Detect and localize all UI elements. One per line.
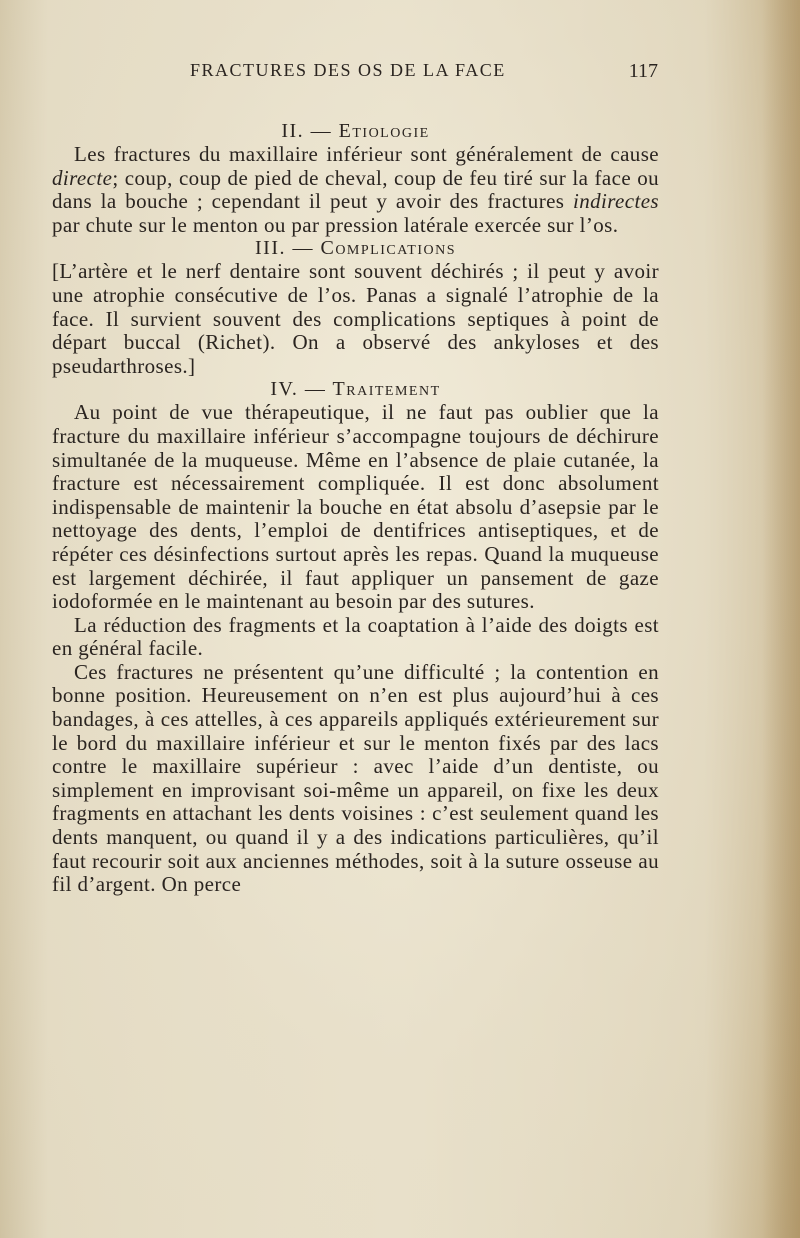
section-heading-etiologie: II. — Etiologie xyxy=(281,120,430,142)
etiologie-italic-directe: directe xyxy=(52,165,113,190)
etiologie-text-2: ; coup, coup de pied de cheval, coup de feu tiré sur la face ou dans la bouche ; cependant il peut y avoir des fractures xyxy=(52,165,659,214)
paragraph-traitement-1: Au point de vue thérapeutique, il ne faut pas oublier que la fracture du maxillaire inférieur s’accompagne toujours de déchirure simultanée de la muqueuse. Même en l’absence de plaie cutanée, la fracture est nécessairement compliquée. Il est donc absolument indispensable de maintenir la bouche en état absolu d’asepsie par le nettoyage des dents, l’emploi de dentifrices antiseptiques, et de répéter ces désinfections surtout après les repas. Quand la muqueuse est largement déchirée, il faut appliquer un pansement de gaze iodoformée en le maintenant au besoin par des sutures. xyxy=(52,400,659,614)
running-title: FRACTURES DES OS DE LA FACE xyxy=(190,60,506,80)
etiologie-italic-indirectes: indirectes xyxy=(572,189,659,214)
section-heading-traitement: IV. — Traitement xyxy=(270,378,441,401)
paragraph-traitement-2: La réduction des fragments et la coaptation à l’aide des doigts est en général facile. xyxy=(52,612,659,661)
paragraph-complications: [L’artère et le nerf dentaire sont souvent déchirés ; il peut y avoir une atrophie consécutive de l’os. Panas a signalé l’atrophie de la face. Il survient souvent des complications septiques à point de départ buccal (Richet). On a observé des ankyloses et des pseudarthroses.] xyxy=(52,259,659,378)
etiologie-text-3: par chute sur le menton ou par pression latérale exercée sur l’os. xyxy=(52,212,619,237)
paragraph-etiologie xyxy=(52,143,659,237)
etiologie-text-1: Les fractures du maxillaire inférieur sont généralement de cause xyxy=(74,142,659,166)
page-number: 117 xyxy=(628,60,658,82)
paragraph-traitement-3: Ces fractures ne présentent qu’une difficulté ; la contention en bonne position. Heureusement on n’en est plus aujourd’hui à ces bandages, à ces attelles, à ces appareils appliqués extérieurement sur le bord du maxillaire inférieur et sur le menton fixés par des lacs contre le maxillaire supérieur : avec l’aide d’un dentiste, ou simplement en improvisant soi-même un appareil, on fixe les deux fragments en attachant les dents voisines : c’est seulement quand les dents manquent, ou quand il y a des indications particulières, qu’il faut recourir soit aux anciennes méthodes, soit à la suture osseuse au fil d’argent. On perce xyxy=(52,659,659,897)
section-heading-complications: III. — Complications xyxy=(255,237,456,260)
text-block xyxy=(52,120,659,897)
